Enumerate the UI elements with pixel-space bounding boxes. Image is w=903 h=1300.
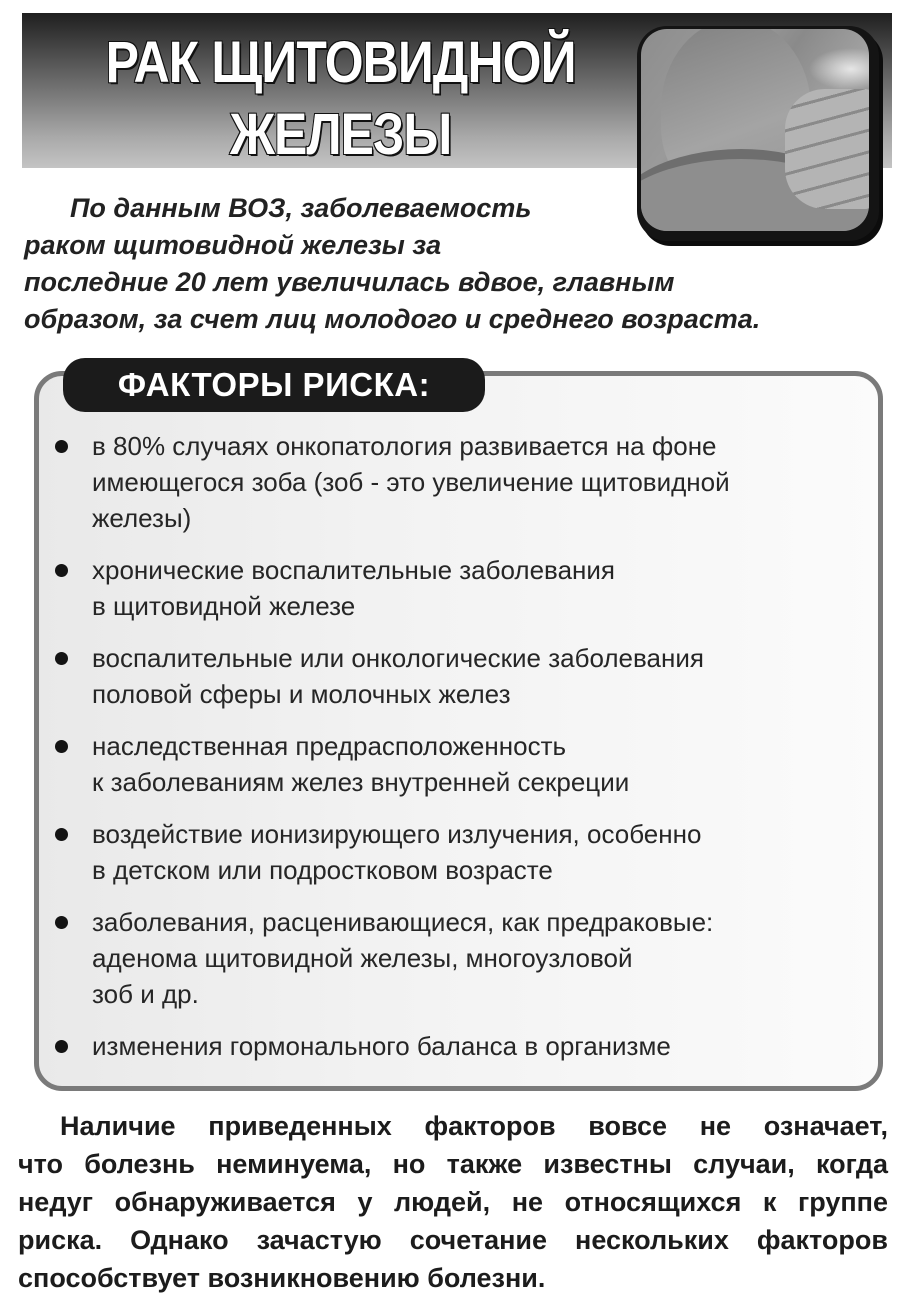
risk-item-text: имеющегося зоба (зоб - это увеличение щитовидной bbox=[92, 467, 730, 497]
page-title bbox=[65, 27, 615, 171]
title-line-1: РАК ЩИТОВИДНОЙ bbox=[105, 30, 576, 95]
risk-item-text: в 80% случаях онкопатология развивается на фоне bbox=[92, 431, 717, 461]
risk-item-text: наследственная предрасположенность bbox=[92, 731, 567, 761]
bullet-icon bbox=[55, 564, 68, 577]
risk-item-text: в детском или подростковом возрасте bbox=[92, 855, 553, 885]
risk-item-text: аденома щитовидной железы, многоузловой bbox=[92, 943, 633, 973]
intro-line-3: последние 20 лет увеличилась вдвое, главным bbox=[24, 267, 675, 297]
outro-line-4: риска. Однако зачастую сочетание нескольких факторов bbox=[18, 1225, 888, 1255]
risk-item bbox=[52, 728, 872, 800]
risk-item-text: зоб и др. bbox=[92, 979, 199, 1009]
intro-paragraph bbox=[24, 190, 903, 338]
risk-item bbox=[52, 904, 872, 1012]
risk-factors-heading: ФАКТОРЫ РИСКА: bbox=[63, 358, 485, 412]
bullet-icon bbox=[55, 828, 68, 841]
risk-item-text: воспалительные или онкологические заболевания bbox=[92, 643, 704, 673]
intro-line-2: раком щитовидной железы за bbox=[24, 230, 442, 260]
intro-line-1: По данным ВОЗ, заболеваемость bbox=[70, 193, 532, 223]
risk-item-text: в щитовидной железе bbox=[92, 591, 356, 621]
intro-line-4: образом, за счет лиц молодого и среднего возраста. bbox=[24, 304, 761, 334]
outro-line-1: Наличие приведенных факторов вовсе не означает, bbox=[60, 1111, 888, 1141]
risk-item-text: заболевания, расценивающиеся, как предраковые: bbox=[92, 907, 714, 937]
risk-item bbox=[52, 552, 872, 624]
bullet-icon bbox=[55, 652, 68, 665]
risk-item-text: хронические воспалительные заболевания bbox=[92, 555, 615, 585]
outro-line-3: недуг обнаруживается у людей, не относящихся к группе bbox=[18, 1187, 888, 1217]
risk-item-text: к заболеваниям желез внутренней секреции bbox=[92, 767, 630, 797]
outro-line-2: что болезнь неминуема, но также известны случаи, когда bbox=[18, 1149, 888, 1179]
risk-item-text: изменения гормонального баланса в организме bbox=[92, 1031, 671, 1061]
bullet-icon bbox=[55, 916, 68, 929]
risk-item-text: железы) bbox=[92, 503, 192, 533]
conclusion-paragraph bbox=[18, 1107, 888, 1297]
title-line-2: ЖЕЛЕЗЫ bbox=[229, 102, 452, 167]
risk-item bbox=[52, 816, 872, 888]
risk-item bbox=[52, 1028, 872, 1064]
risk-item bbox=[52, 428, 872, 536]
outro-line-5: способствует возникновению болезни. bbox=[18, 1263, 546, 1293]
bullet-icon bbox=[55, 1040, 68, 1053]
bullet-icon bbox=[55, 740, 68, 753]
bullet-icon bbox=[55, 440, 68, 453]
risk-item-text: воздействие ионизирующего излучения, особенно bbox=[92, 819, 702, 849]
risk-item bbox=[52, 640, 872, 712]
risk-factors-list bbox=[52, 428, 872, 1080]
risk-item-text: половой сферы и молочных желез bbox=[92, 679, 511, 709]
